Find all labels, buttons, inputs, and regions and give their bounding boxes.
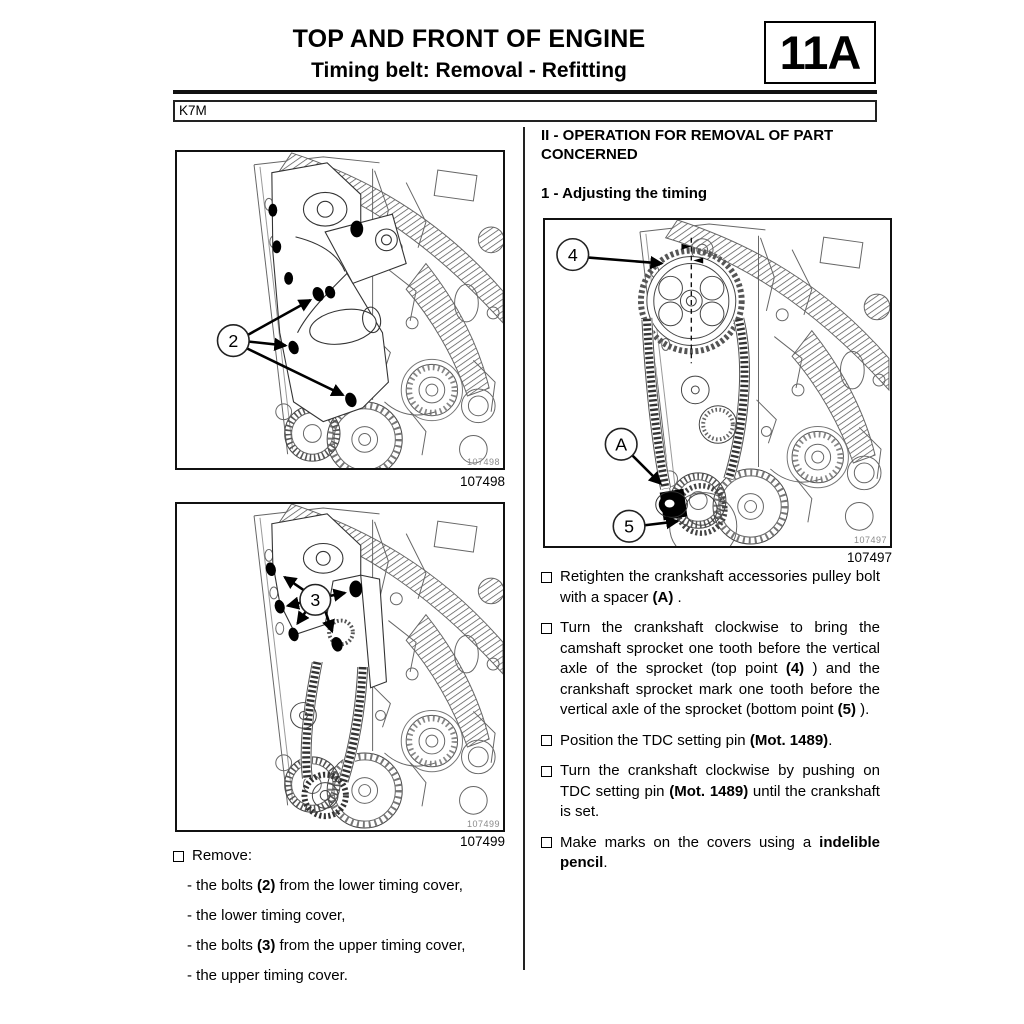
square-bullet-icon: [541, 623, 552, 634]
remove-label: Remove:: [192, 847, 253, 864]
figure-timing-adjustment: [543, 218, 892, 548]
engine-code-box: [173, 100, 877, 122]
square-bullet-icon: [541, 837, 552, 848]
callout-3-label: 3: [310, 590, 321, 611]
step-make-marks: [541, 833, 880, 874]
figure2-inner-id: 107499: [466, 819, 500, 829]
figure3-number: 107497: [846, 550, 892, 565]
remove-list: [173, 846, 518, 986]
procedure-steps: [541, 567, 880, 884]
figure-lower-timing-cover-bolts: [175, 150, 505, 470]
step-text: Retighten the crankshaft accessories pulley bolt with a spacer (A) .: [560, 568, 880, 606]
page-subtitle: Timing belt: Removal - Refitting: [311, 59, 627, 82]
square-bullet-icon: [541, 766, 552, 777]
step-turn-crankshaft: [541, 618, 880, 721]
column-divider: [523, 127, 525, 970]
title-block: [173, 22, 765, 86]
step-text: Turn the crankshaft clockwise by pushing on TDC setting pin (Mot. 1489) until the crankshaft is set.: [560, 762, 880, 820]
step-text: Make marks on the covers using a indelible pencil.: [560, 833, 880, 871]
callout-5-label: 5: [624, 516, 635, 537]
header-rule: [173, 90, 877, 94]
page-title: TOP AND FRONT OF ENGINE: [292, 25, 646, 53]
step-position-pin: [541, 731, 880, 752]
figure2-number: 107499: [459, 834, 505, 849]
figure3-inner-id: 107497: [853, 535, 887, 545]
figure1-number: 107498: [459, 474, 505, 489]
remove-item: - the bolts (3) from the upper timing cover,: [187, 937, 466, 954]
engine-diagram-1: [177, 152, 503, 468]
square-bullet-icon: [541, 572, 552, 583]
figure-upper-timing-cover-bolts: [175, 502, 505, 832]
engine-diagram-2: [177, 504, 503, 830]
section-code: 11A: [779, 26, 861, 79]
figure1-inner-id: 107498: [466, 457, 500, 467]
engine-code: K7M: [179, 103, 207, 118]
remove-item: - the bolts (2) from the lower timing cover,: [187, 877, 463, 894]
remove-item: - the upper timing cover.: [187, 967, 348, 984]
section-heading: II - OPERATION FOR REMOVAL OF PART CONCERNED: [541, 127, 834, 163]
engine-diagram-3: [545, 220, 890, 546]
remove-item: - the lower timing cover,: [187, 907, 346, 924]
callout-4-label: 4: [567, 244, 578, 265]
square-bullet-icon: [541, 735, 552, 746]
step-turn-until-set: [541, 761, 880, 823]
step-text: Position the TDC setting pin (Mot. 1489).: [560, 731, 833, 749]
square-bullet-icon: [173, 851, 184, 862]
callout-2-label: 2: [228, 331, 239, 352]
remove-heading: [173, 846, 518, 866]
step-text: Turn the crankshaft clockwise to bring the camshaft sprocket one tooth before the vertical axle of the sprocket (top point (4) ) and the crankshaft sprocket mark one tooth before the vertical axle of the sprocket (bottom point (5) ).: [560, 619, 880, 718]
step-retighten: [541, 567, 880, 608]
remove-items: [187, 876, 518, 986]
section-code-box: [764, 21, 876, 84]
callout-A-label: A: [615, 434, 628, 455]
subsection-heading: 1 - Adjusting the timing: [541, 185, 708, 202]
